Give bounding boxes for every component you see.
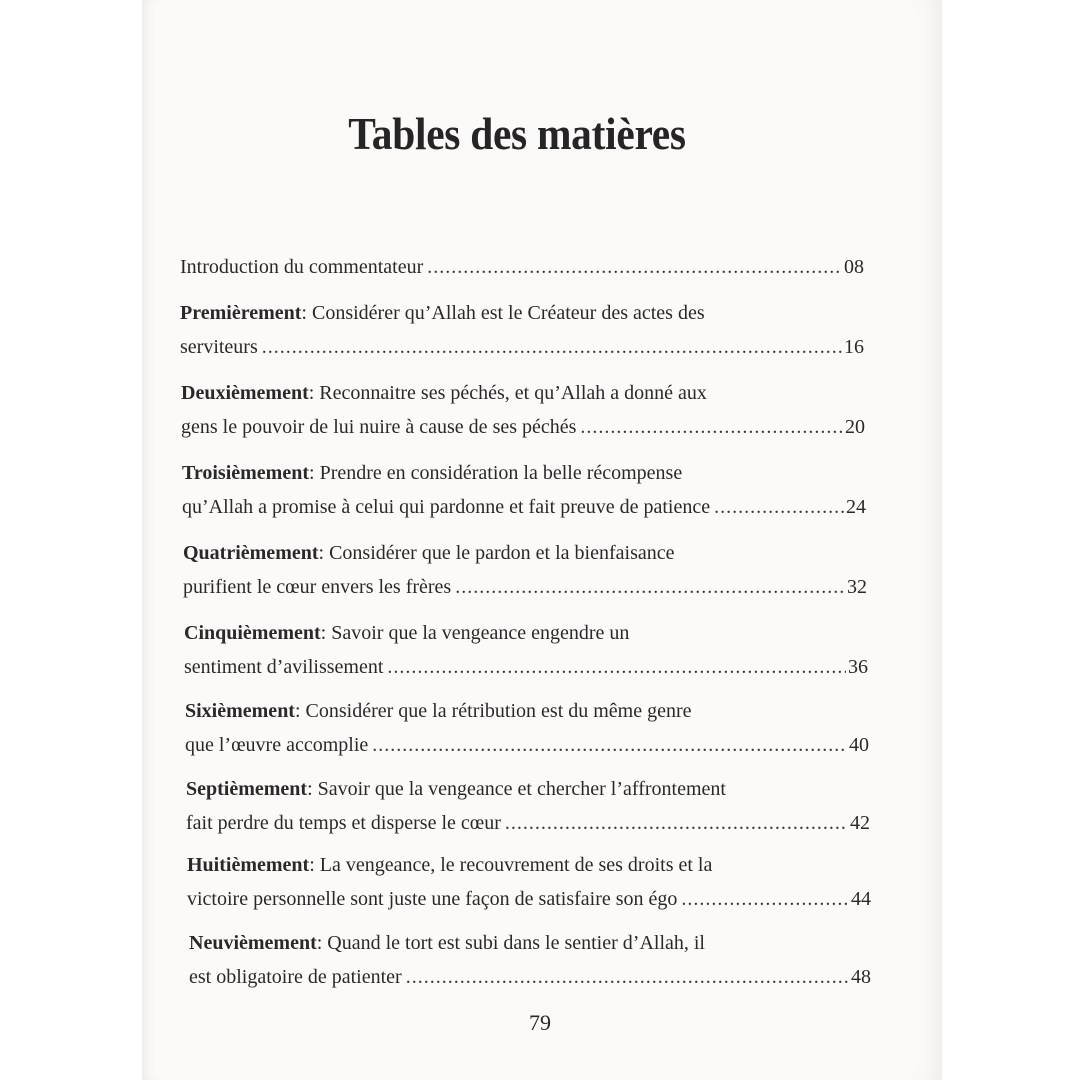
dot-leader bbox=[387, 650, 846, 684]
toc-entry-line-1 bbox=[187, 848, 871, 882]
toc-entry-line-1 bbox=[181, 376, 865, 410]
toc-entry-label: Septièmement bbox=[186, 778, 308, 800]
page-number: 79 bbox=[529, 1010, 551, 1035]
toc-entry-text-cont: sentiment d’avilissement bbox=[184, 656, 384, 678]
toc-page-number: 16 bbox=[844, 336, 864, 358]
toc-entry-text: : Considérer que le pardon et la bienfaisance bbox=[318, 542, 675, 564]
toc-entry-line-2 bbox=[181, 410, 865, 444]
toc-entry-introduction bbox=[180, 250, 864, 284]
toc-entry-label: Sixièmement bbox=[185, 700, 295, 722]
toc-entry-text-cont: que l’œuvre accomplie bbox=[185, 734, 369, 756]
toc-page-number: 08 bbox=[844, 256, 864, 278]
dot-leader bbox=[714, 490, 844, 524]
toc-page-number: 40 bbox=[849, 734, 869, 756]
toc-entry-line-1 bbox=[183, 536, 867, 570]
toc-entry-label: Troisièmement bbox=[182, 462, 310, 484]
toc-entry-label: Neuvièmement bbox=[189, 932, 317, 954]
toc-entry-text: : Savoir que la vengeance et chercher l’affrontement bbox=[307, 778, 726, 800]
toc-page-number: 48 bbox=[851, 966, 871, 988]
toc-entry-neuviemement bbox=[189, 926, 871, 994]
toc-entry-label: Quatrièmement bbox=[183, 542, 319, 564]
toc-entry-line-2 bbox=[180, 330, 864, 364]
toc-page-number: 20 bbox=[845, 416, 865, 438]
toc-entry-label: Deuxièmement bbox=[181, 382, 309, 404]
toc-entry-label: Huitièmement bbox=[187, 854, 310, 876]
toc-page-number: 36 bbox=[848, 656, 868, 678]
toc-page-number: 42 bbox=[850, 812, 870, 834]
dot-leader bbox=[505, 806, 848, 840]
toc-entry-text-cont: qu’Allah a promise à celui qui pardonne et fait preuve de patience bbox=[182, 496, 711, 518]
dot-leader bbox=[262, 330, 842, 364]
toc-entry-label: Premièrement bbox=[180, 302, 302, 324]
toc-entry-line bbox=[180, 250, 864, 284]
toc-entry-text: : Considérer qu’Allah est le Créateur des actes des bbox=[301, 302, 705, 324]
toc-entry-text: : La vengeance, le recouvrement de ses droits et la bbox=[309, 854, 713, 876]
toc-entry-text-cont: est obligatoire de patienter bbox=[189, 966, 402, 988]
page-title: Tables des matières bbox=[348, 109, 686, 159]
toc-entry-text: : Prendre en considération la belle récompense bbox=[309, 462, 683, 484]
dot-leader bbox=[580, 410, 843, 444]
toc-entry-text-cont: purifient le cœur envers les frères bbox=[183, 576, 452, 598]
dot-leader bbox=[427, 250, 842, 284]
toc-entry-sixiemement bbox=[185, 694, 869, 762]
toc-entry-cinquiemement bbox=[184, 616, 868, 684]
toc-entry-line-1 bbox=[186, 772, 870, 806]
toc-entry-line-2 bbox=[182, 490, 866, 524]
toc-entry-line-2 bbox=[184, 650, 868, 684]
dot-leader bbox=[372, 728, 847, 762]
toc-entry-quatriemement bbox=[183, 536, 867, 604]
toc-entry-troisiemement bbox=[182, 456, 866, 524]
toc-entry-text: : Considérer que la rétribution est du même genre bbox=[294, 700, 692, 722]
toc-entry-line-1 bbox=[182, 456, 866, 490]
dot-leader bbox=[406, 960, 849, 994]
toc-entry-line-1 bbox=[185, 694, 869, 728]
toc-page-number: 44 bbox=[851, 888, 871, 910]
toc-entry-line-2 bbox=[186, 806, 870, 840]
toc-entry-line-1 bbox=[184, 616, 868, 650]
toc-entry-premierement bbox=[180, 296, 864, 364]
toc-entry-text: : Savoir que la vengeance engendre un bbox=[320, 622, 630, 644]
dot-leader bbox=[681, 882, 849, 916]
toc-page-number: 32 bbox=[847, 576, 867, 598]
toc-entry-text: : Quand le tort est subi dans le sentier d’Allah, il bbox=[316, 932, 705, 954]
toc-entry-text: : Reconnaitre ses péchés, et qu’Allah a donné aux bbox=[308, 382, 707, 404]
toc-page-number: 24 bbox=[846, 496, 866, 518]
dot-leader bbox=[455, 570, 845, 604]
toc-entry-line-1 bbox=[189, 926, 871, 960]
toc-entry-text: Introduction du commentateur bbox=[180, 256, 424, 278]
toc-entry-deuxiemement bbox=[181, 376, 865, 444]
toc-entry-line-2 bbox=[189, 960, 871, 994]
toc-entry-septiemement bbox=[186, 772, 870, 840]
toc-entry-line-1 bbox=[180, 296, 864, 330]
toc-entry-label: Cinquièmement bbox=[184, 622, 321, 644]
toc-entry-text-cont: victoire personnelle sont juste une façon de satisfaire son égo bbox=[187, 888, 678, 910]
toc-entry-text-cont: gens le pouvoir de lui nuire à cause de ses péchés bbox=[181, 416, 577, 438]
toc-entry-text-cont: fait perdre du temps et disperse le cœur bbox=[186, 812, 501, 834]
toc-entry-text-cont: serviteurs bbox=[180, 336, 258, 358]
toc-entry-line-2 bbox=[187, 882, 871, 916]
toc-entry-line-2 bbox=[183, 570, 867, 604]
toc-entry-huitiemement bbox=[187, 848, 871, 916]
toc-entry-line-2 bbox=[185, 728, 869, 762]
